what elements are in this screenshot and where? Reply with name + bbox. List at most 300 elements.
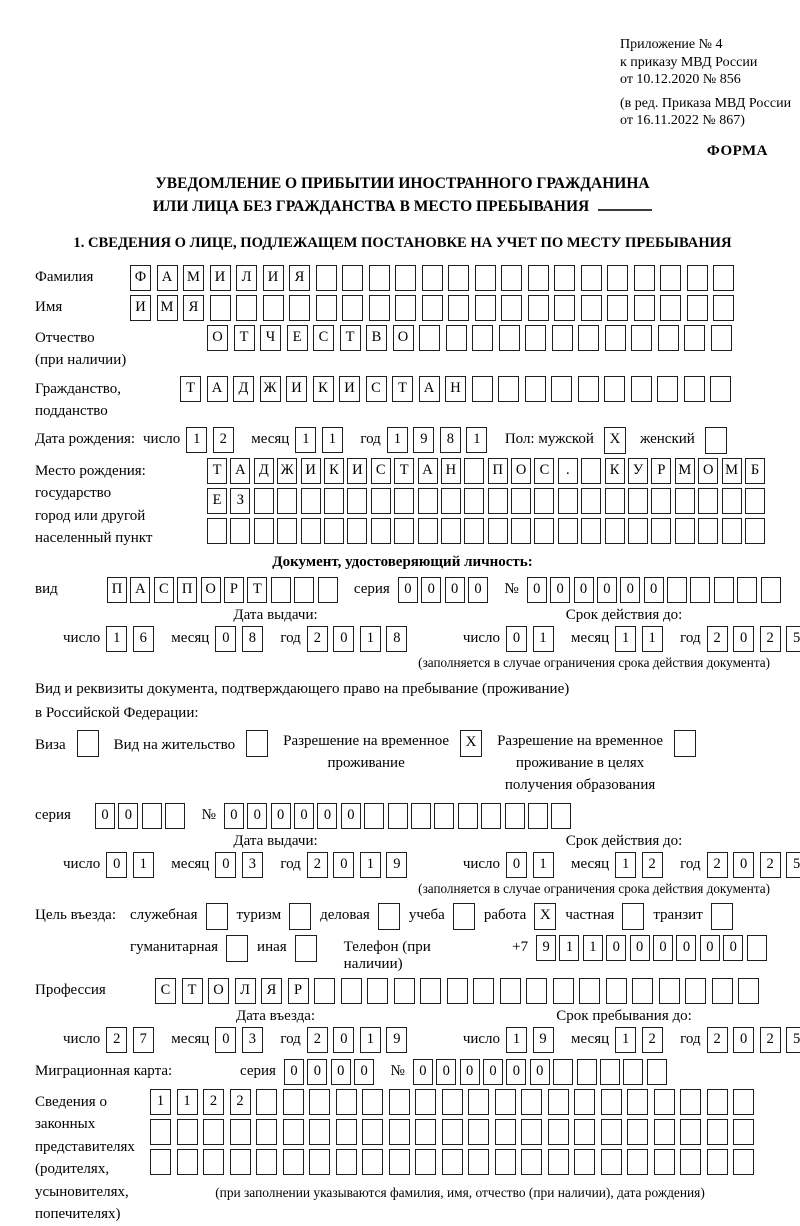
form-cell[interactable] [481,803,501,829]
form-cell[interactable] [324,488,344,514]
form-cell[interactable]: И [263,265,284,291]
checkbox-temp-residence[interactable]: X [460,730,482,757]
form-cell[interactable] [553,978,574,1004]
form-cell[interactable] [336,1119,357,1145]
form-cell[interactable] [552,325,573,351]
form-cell[interactable] [607,295,628,321]
form-cell[interactable]: 0 [527,577,547,603]
checkbox-private[interactable] [622,903,644,930]
form-cell[interactable] [581,265,602,291]
form-cell[interactable] [236,295,257,321]
form-cell[interactable] [634,295,655,321]
form-cell[interactable]: Л [236,265,257,291]
form-cell[interactable] [738,978,759,1004]
form-cell[interactable] [394,518,414,544]
form-cell[interactable]: И [347,458,367,484]
form-cell[interactable]: 9 [413,427,434,453]
form-cell[interactable]: 0 [644,577,664,603]
form-cell[interactable]: Я [183,295,204,321]
form-cell[interactable]: С [155,978,176,1004]
form-cell[interactable] [534,488,554,514]
form-cell[interactable] [294,577,314,603]
form-cell[interactable]: 0 [574,577,594,603]
form-cell[interactable]: 8 [242,626,263,652]
form-cell[interactable] [581,295,602,321]
form-cell[interactable]: Т [234,325,255,351]
form-cell[interactable]: 0 [307,1059,327,1085]
form-cell[interactable] [578,325,599,351]
form-cell[interactable] [418,488,438,514]
form-cell[interactable] [684,376,705,402]
form-cell[interactable] [737,577,757,603]
form-cell[interactable] [420,978,441,1004]
checkbox-temp-residence-edu[interactable] [674,730,696,757]
form-cell[interactable]: Т [340,325,361,351]
form-cell[interactable]: 8 [440,427,461,453]
form-cell[interactable]: 1 [583,935,603,961]
form-cell[interactable] [442,1149,463,1175]
form-cell[interactable]: В [366,325,387,351]
form-cell[interactable]: 1 [533,626,554,652]
form-cell[interactable]: З [230,488,250,514]
checkbox-work[interactable]: X [534,903,556,930]
form-cell[interactable] [521,1119,542,1145]
form-cell[interactable] [301,488,321,514]
form-cell[interactable] [324,518,344,544]
form-cell[interactable]: 0 [597,577,617,603]
form-cell[interactable]: А [230,458,250,484]
form-cell[interactable] [230,518,250,544]
form-cell[interactable]: 1 [387,427,408,453]
form-cell[interactable] [395,265,416,291]
form-cell[interactable] [395,295,416,321]
form-cell[interactable] [394,488,414,514]
form-cell[interactable]: 0 [733,852,754,878]
form-cell[interactable]: 2 [642,852,663,878]
form-cell[interactable] [415,1149,436,1175]
form-cell[interactable]: 0 [413,1059,433,1085]
form-cell[interactable]: 1 [642,626,663,652]
form-cell[interactable]: О [698,458,718,484]
form-cell[interactable] [680,1089,701,1115]
form-cell[interactable]: А [207,376,228,402]
checkbox-business[interactable] [378,903,400,930]
form-cell[interactable] [579,978,600,1004]
form-cell[interactable] [521,1149,542,1175]
form-cell[interactable] [177,1149,198,1175]
form-cell[interactable] [548,1149,569,1175]
form-cell[interactable] [415,1089,436,1115]
form-cell[interactable]: . [558,458,578,484]
form-cell[interactable] [623,1059,643,1085]
form-cell[interactable] [511,518,531,544]
form-cell[interactable] [422,295,443,321]
form-cell[interactable] [574,1089,595,1115]
form-cell[interactable]: С [313,325,334,351]
form-cell[interactable] [551,803,571,829]
form-cell[interactable] [745,488,765,514]
form-cell[interactable] [142,803,162,829]
form-cell[interactable]: 0 [506,852,527,878]
form-cell[interactable] [528,803,548,829]
form-cell[interactable]: 0 [398,577,418,603]
form-cell[interactable] [651,518,671,544]
form-cell[interactable]: 0 [106,852,127,878]
form-cell[interactable] [628,518,648,544]
checkbox-other[interactable] [295,935,317,962]
form-cell[interactable] [558,488,578,514]
form-cell[interactable]: С [371,458,391,484]
form-cell[interactable] [601,1119,622,1145]
form-cell[interactable]: 2 [203,1089,224,1115]
form-cell[interactable] [526,978,547,1004]
form-cell[interactable] [687,295,708,321]
form-cell[interactable] [574,1149,595,1175]
form-cell[interactable] [446,325,467,351]
checkbox-residence-permit[interactable] [246,730,268,757]
form-cell[interactable]: 5 [786,852,800,878]
form-cell[interactable]: 1 [186,427,207,453]
form-cell[interactable] [277,518,297,544]
form-cell[interactable]: 0 [483,1059,503,1085]
form-cell[interactable]: 0 [700,935,720,961]
form-cell[interactable]: Н [441,458,461,484]
form-cell[interactable]: 1 [360,852,381,878]
form-cell[interactable]: 0 [606,935,626,961]
form-cell[interactable]: Р [651,458,671,484]
form-cell[interactable] [271,577,291,603]
form-cell[interactable] [411,803,431,829]
form-cell[interactable]: Л [235,978,256,1004]
form-cell[interactable] [605,325,626,351]
form-cell[interactable] [347,518,367,544]
checkbox-study[interactable] [453,903,475,930]
form-cell[interactable]: 8 [386,626,407,652]
form-cell[interactable] [684,325,705,351]
form-cell[interactable]: А [419,376,440,402]
form-cell[interactable] [631,376,652,402]
form-cell[interactable]: Р [288,978,309,1004]
form-cell[interactable]: И [301,458,321,484]
form-cell[interactable] [600,1059,620,1085]
form-cell[interactable] [394,978,415,1004]
form-cell[interactable] [607,265,628,291]
form-cell[interactable]: С [154,577,174,603]
form-cell[interactable]: 9 [536,935,556,961]
checkbox-transit[interactable] [711,903,733,930]
form-cell[interactable]: 0 [118,803,138,829]
form-cell[interactable]: Е [287,325,308,351]
form-cell[interactable]: 1 [295,427,316,453]
form-cell[interactable]: 0 [95,803,115,829]
form-cell[interactable] [690,577,710,603]
form-cell[interactable] [447,978,468,1004]
form-cell[interactable] [505,803,525,829]
form-cell[interactable]: 2 [642,1027,663,1053]
form-cell[interactable]: Д [254,458,274,484]
form-cell[interactable] [647,1059,667,1085]
form-cell[interactable]: К [605,458,625,484]
form-cell[interactable] [528,295,549,321]
form-cell[interactable]: Ж [260,376,281,402]
form-cell[interactable] [468,1089,489,1115]
form-cell[interactable] [658,325,679,351]
form-cell[interactable] [283,1149,304,1175]
form-cell[interactable] [442,1119,463,1145]
form-cell[interactable] [632,978,653,1004]
form-cell[interactable] [501,295,522,321]
form-cell[interactable] [336,1149,357,1175]
form-cell[interactable]: 0 [468,577,488,603]
form-cell[interactable]: Я [289,265,310,291]
form-cell[interactable] [711,325,732,351]
form-cell[interactable]: 0 [630,935,650,961]
form-cell[interactable]: У [628,458,648,484]
form-cell[interactable]: Т [207,458,227,484]
form-cell[interactable]: 0 [653,935,673,961]
form-cell[interactable]: Н [445,376,466,402]
form-cell[interactable]: М [157,295,178,321]
form-cell[interactable]: 1 [559,935,579,961]
form-cell[interactable] [442,1089,463,1115]
form-cell[interactable]: 0 [421,577,441,603]
form-cell[interactable]: 0 [436,1059,456,1085]
form-cell[interactable]: 2 [707,626,728,652]
form-cell[interactable] [369,295,390,321]
form-cell[interactable] [309,1119,330,1145]
checkbox-female[interactable] [705,427,727,454]
form-cell[interactable]: 2 [760,1027,781,1053]
form-cell[interactable]: 0 [224,803,244,829]
form-cell[interactable] [364,803,384,829]
form-cell[interactable] [289,295,310,321]
form-cell[interactable]: М [722,458,742,484]
form-cell[interactable] [606,978,627,1004]
form-cell[interactable]: К [313,376,334,402]
form-cell[interactable]: 0 [247,803,267,829]
form-cell[interactable]: П [488,458,508,484]
form-cell[interactable] [371,518,391,544]
form-cell[interactable] [488,518,508,544]
form-cell[interactable] [605,488,625,514]
form-cell[interactable]: 2 [760,626,781,652]
form-cell[interactable]: 0 [506,1059,526,1085]
form-cell[interactable] [548,1119,569,1145]
form-cell[interactable]: 0 [333,852,354,878]
form-cell[interactable] [654,1119,675,1145]
form-cell[interactable] [534,518,554,544]
form-cell[interactable]: 1 [150,1089,171,1115]
form-cell[interactable] [710,376,731,402]
form-cell[interactable]: 0 [341,803,361,829]
form-cell[interactable] [318,577,338,603]
form-cell[interactable] [210,295,231,321]
form-cell[interactable]: 9 [533,1027,554,1053]
form-cell[interactable] [314,978,335,1004]
form-cell[interactable]: Ж [277,458,297,484]
form-cell[interactable] [627,1119,648,1145]
form-cell[interactable] [441,488,461,514]
form-cell[interactable] [277,488,297,514]
form-cell[interactable] [371,488,391,514]
form-cell[interactable]: М [183,265,204,291]
form-cell[interactable] [707,1149,728,1175]
form-cell[interactable]: Т [247,577,267,603]
form-cell[interactable] [150,1119,171,1145]
form-cell[interactable] [628,488,648,514]
form-cell[interactable] [501,265,522,291]
form-cell[interactable]: 1 [466,427,487,453]
form-cell[interactable] [203,1149,224,1175]
form-cell[interactable] [733,1119,754,1145]
form-cell[interactable] [761,577,781,603]
form-cell[interactable]: 0 [460,1059,480,1085]
form-cell[interactable]: 9 [386,1027,407,1053]
form-cell[interactable]: О [201,577,221,603]
form-cell[interactable]: 0 [333,626,354,652]
form-cell[interactable] [488,488,508,514]
form-cell[interactable] [551,376,572,402]
form-cell[interactable] [685,978,706,1004]
form-cell[interactable] [578,376,599,402]
form-cell[interactable]: 1 [506,1027,527,1053]
form-cell[interactable]: 2 [307,852,328,878]
form-cell[interactable]: 0 [676,935,696,961]
form-cell[interactable] [165,803,185,829]
form-cell[interactable]: Р [224,577,244,603]
form-cell[interactable]: 0 [284,1059,304,1085]
form-cell[interactable] [558,518,578,544]
form-cell[interactable] [316,265,337,291]
form-cell[interactable]: 0 [317,803,337,829]
form-cell[interactable] [389,1089,410,1115]
form-cell[interactable]: С [366,376,387,402]
form-cell[interactable] [441,518,461,544]
form-cell[interactable] [680,1149,701,1175]
form-cell[interactable]: 0 [215,852,236,878]
form-cell[interactable] [468,1149,489,1175]
checkbox-male[interactable]: X [604,427,626,454]
checkbox-humanitarian[interactable] [226,935,248,962]
form-cell[interactable] [230,1119,251,1145]
form-cell[interactable]: 1 [360,1027,381,1053]
form-cell[interactable]: 9 [386,852,407,878]
form-cell[interactable] [464,518,484,544]
form-cell[interactable] [500,978,521,1004]
form-cell[interactable] [745,518,765,544]
form-cell[interactable]: 1 [615,852,636,878]
form-cell[interactable] [733,1089,754,1115]
form-cell[interactable]: И [339,376,360,402]
form-cell[interactable]: И [130,295,151,321]
form-cell[interactable] [713,295,734,321]
form-cell[interactable] [627,1089,648,1115]
form-cell[interactable] [722,488,742,514]
form-cell[interactable] [712,978,733,1004]
form-cell[interactable] [525,376,546,402]
checkbox-official[interactable] [206,903,228,930]
form-cell[interactable]: 2 [307,626,328,652]
form-cell[interactable] [687,265,708,291]
form-cell[interactable]: 0 [530,1059,550,1085]
form-cell[interactable] [283,1089,304,1115]
form-cell[interactable] [747,935,767,961]
form-cell[interactable] [362,1089,383,1115]
form-cell[interactable]: 0 [215,1027,236,1053]
form-cell[interactable] [150,1149,171,1175]
form-cell[interactable] [473,978,494,1004]
form-cell[interactable] [654,1149,675,1175]
form-cell[interactable]: 2 [213,427,234,453]
form-cell[interactable] [475,295,496,321]
form-cell[interactable]: 0 [550,577,570,603]
form-cell[interactable] [309,1089,330,1115]
form-cell[interactable] [336,1089,357,1115]
form-cell[interactable] [604,376,625,402]
form-cell[interactable] [389,1119,410,1145]
form-cell[interactable]: О [207,325,228,351]
form-cell[interactable] [654,1089,675,1115]
form-cell[interactable]: 1 [133,852,154,878]
form-cell[interactable]: 1 [615,626,636,652]
form-cell[interactable] [722,518,742,544]
form-cell[interactable]: 2 [707,1027,728,1053]
form-cell[interactable] [203,1119,224,1145]
form-cell[interactable]: 2 [707,852,728,878]
form-cell[interactable] [680,1119,701,1145]
form-cell[interactable] [667,577,687,603]
form-cell[interactable] [554,295,575,321]
form-cell[interactable] [464,488,484,514]
form-cell[interactable] [634,265,655,291]
form-cell[interactable]: О [511,458,531,484]
form-cell[interactable] [347,488,367,514]
form-cell[interactable]: 0 [620,577,640,603]
form-cell[interactable] [528,265,549,291]
form-cell[interactable]: 3 [242,1027,263,1053]
form-cell[interactable]: И [210,265,231,291]
form-cell[interactable] [581,518,601,544]
form-cell[interactable] [651,488,671,514]
form-cell[interactable]: Т [182,978,203,1004]
form-cell[interactable] [316,295,337,321]
form-cell[interactable] [601,1089,622,1115]
form-cell[interactable]: 1 [106,626,127,652]
form-cell[interactable]: 2 [307,1027,328,1053]
form-cell[interactable]: 1 [360,626,381,652]
form-cell[interactable] [362,1149,383,1175]
form-cell[interactable] [657,376,678,402]
form-cell[interactable]: 0 [271,803,291,829]
form-cell[interactable] [448,265,469,291]
title-blank-field[interactable] [598,196,652,211]
form-cell[interactable]: 2 [760,852,781,878]
form-cell[interactable]: О [393,325,414,351]
form-cell[interactable] [367,978,388,1004]
form-cell[interactable]: 1 [615,1027,636,1053]
form-cell[interactable]: Т [394,458,414,484]
form-cell[interactable] [498,376,519,402]
form-cell[interactable]: С [534,458,554,484]
form-cell[interactable]: 0 [723,935,743,961]
form-cell[interactable] [434,803,454,829]
form-cell[interactable] [472,325,493,351]
form-cell[interactable] [577,1059,597,1085]
form-cell[interactable] [418,518,438,544]
form-cell[interactable] [448,295,469,321]
form-cell[interactable] [388,803,408,829]
form-cell[interactable] [342,295,363,321]
